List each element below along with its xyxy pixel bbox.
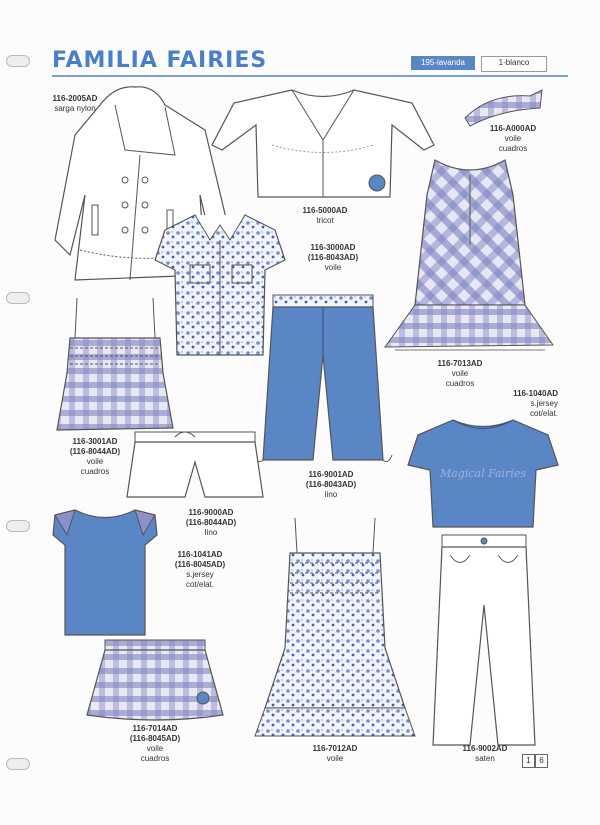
item-code-secondary: (116-8044AD): [185, 518, 237, 527]
item-code-secondary: (116-8043AD): [307, 253, 359, 262]
item-code: 116-3001AD: [72, 437, 118, 446]
item-fabric: s.jersey: [530, 399, 558, 408]
item-label-coat: [40, 94, 110, 114]
item-label-flutter-top: [165, 550, 235, 590]
item-fabric: cuadros: [80, 467, 110, 476]
item-code-secondary: (116-8045AD): [174, 560, 226, 569]
item-label-capri-pants: [296, 470, 366, 500]
item-label-shorts: [176, 508, 246, 538]
shorts-drawing: [125, 432, 265, 502]
collection-title: FAMILIA FAIRIES: [52, 48, 268, 73]
item-code: 116-9000AD: [188, 508, 234, 517]
skirt-drawing: [85, 640, 225, 722]
color-swatch-lavanda: 195-lavanda: [411, 56, 475, 70]
item-code-secondary: (116-8045AD): [129, 734, 181, 743]
item-fabric: cuadros: [140, 754, 170, 763]
item-code: 116-5000AD: [302, 206, 348, 215]
item-label-headband: [478, 124, 548, 154]
item-label-plaid-dress: [425, 359, 495, 389]
item-fabric: voile: [326, 754, 344, 763]
plaid-top-drawing: [55, 298, 175, 433]
item-code: 116-1041AD: [177, 550, 223, 559]
item-fabric: sarga nylon: [54, 104, 96, 113]
binder-hole: [6, 55, 30, 67]
item-fabric: voile: [504, 134, 522, 143]
flutter-top-drawing: [45, 505, 165, 637]
item-label-floral-sundress: [300, 744, 370, 764]
item-label-cardigan: [295, 206, 355, 226]
item-code: 116-7013AD: [437, 359, 483, 368]
capri-pants-drawing: [258, 295, 388, 467]
item-code: 116-9001AD: [308, 470, 354, 479]
item-fabric: cot/elat.: [529, 409, 558, 418]
binder-hole: [6, 292, 30, 304]
satin-pants-drawing: [430, 535, 538, 747]
item-fabric: voile: [451, 369, 469, 378]
item-fabric: tricot: [316, 216, 334, 225]
item-label-blouse: [298, 243, 368, 273]
item-code: 116-A000AD: [489, 124, 537, 133]
item-code-secondary: (116-8044AD): [69, 447, 121, 456]
header-divider: [52, 75, 568, 77]
item-fabric: cot/elat.: [185, 580, 214, 589]
item-fabric: lino: [324, 490, 338, 499]
binder-hole: [6, 520, 30, 532]
item-label-satin-pants: [455, 744, 515, 764]
item-fabric: cuadros: [498, 144, 528, 153]
item-label-skirt: [120, 724, 190, 764]
item-code: 116-3000AD: [310, 243, 356, 252]
item-code: 116-2005AD: [52, 94, 98, 103]
item-fabric: voile: [146, 744, 164, 753]
item-fabric: voile: [324, 263, 342, 272]
item-code: 116-7014AD: [132, 724, 178, 733]
item-fabric: s.jersey: [186, 570, 214, 579]
tshirt-print-text: Magical Fairies: [439, 467, 526, 480]
plaid-dress-drawing: [385, 155, 555, 355]
item-code: 116-1040AD: [513, 389, 558, 398]
item-fabric: voile: [86, 457, 104, 466]
item-label-tshirt: [508, 389, 558, 419]
color-swatch-blanco: 1-blanco: [481, 56, 547, 72]
item-code: 116-9002AD: [462, 744, 508, 753]
headband-drawing: [460, 88, 545, 128]
item-code-secondary: (116-8043AD): [305, 480, 357, 489]
item-fabric: cuadros: [445, 379, 475, 388]
item-fabric: lino: [204, 528, 218, 537]
floral-sundress-drawing: [255, 518, 415, 740]
page-number-left: 1: [522, 754, 535, 768]
page-number-right: 6: [535, 754, 548, 768]
item-code: 116-7012AD: [312, 744, 358, 753]
binder-hole: [6, 758, 30, 770]
item-fabric: saten: [475, 754, 495, 763]
